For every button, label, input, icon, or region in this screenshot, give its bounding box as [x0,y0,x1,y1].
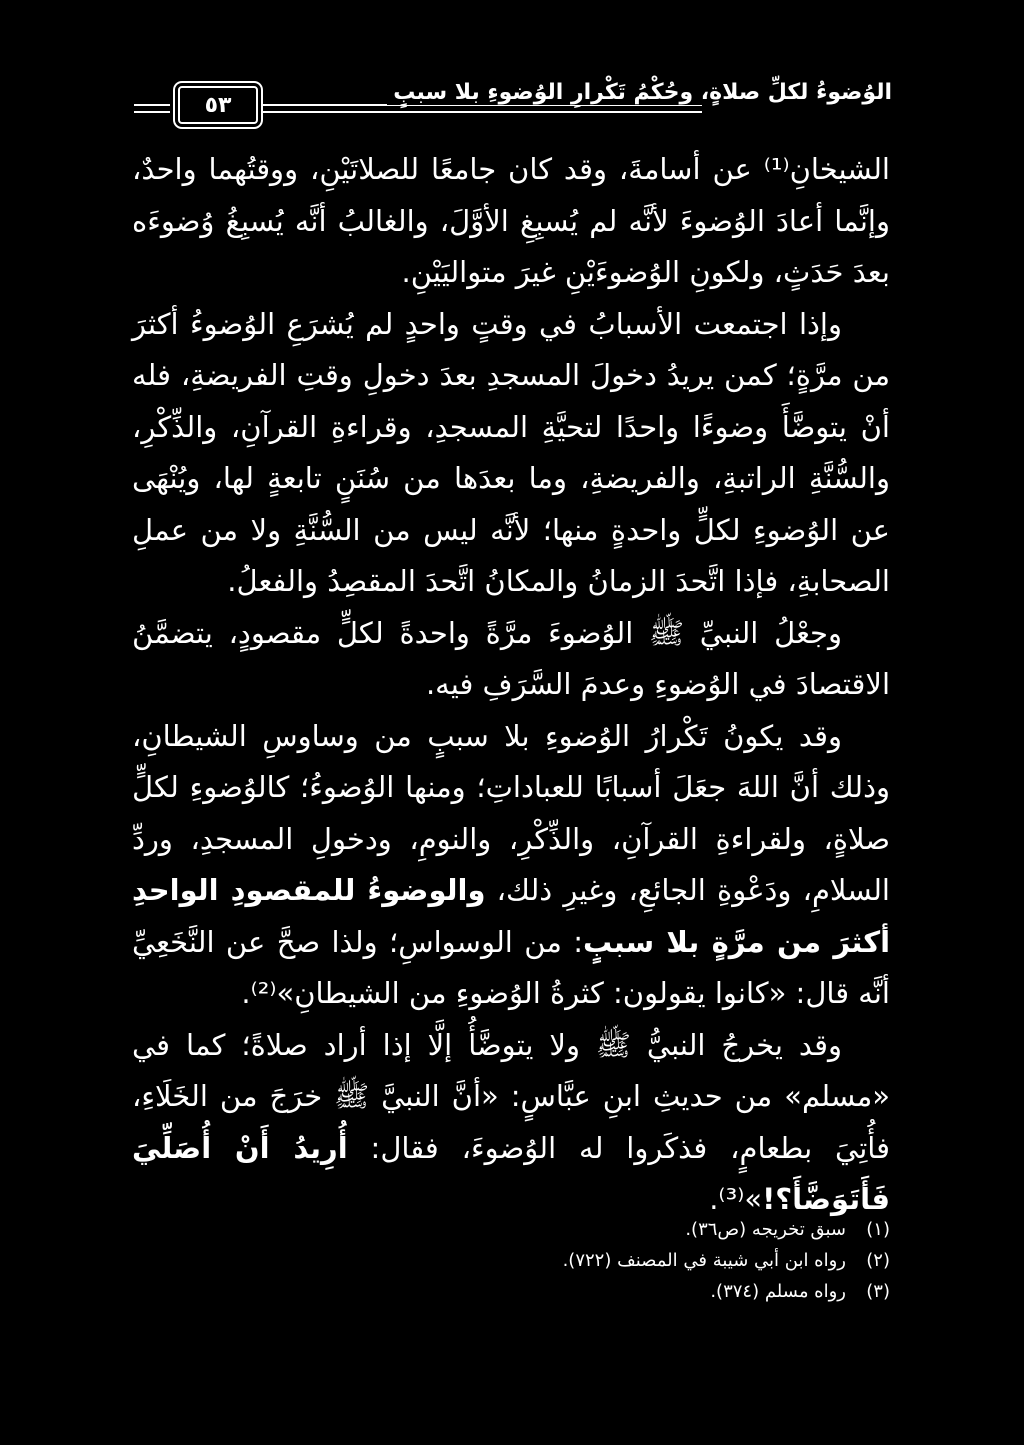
page-header [134,78,892,126]
footnote-1 [132,1214,890,1245]
footnote-2 [132,1245,890,1276]
paragraph-4-text-end: : من الوسواسِ؛ ولذا صحَّ عن النَّخَعِيِّ أنَّه قال: «كانوا يقولون: كثرةُ الوُضوءِ من الشيطانِ»⁽²⁾. [132,924,890,1010]
paragraph-1: الشيخانِ⁽¹⁾ عن أسامةَ، وقد كان جامعًا للصلاتَيْنِ، ووقتُهما واحدٌ، وإنَّما أعادَ الوُضوءَ لأنَّه لم يُسبِغِ الأوَّلَ، والغالبُ أنَّه يُسبِغُ وُضوءَه بعدَ حَدَثٍ، ولكونِ الوُضوءَيْنِ غيرَ متواليَيْنِ. [132,152,890,289]
paragraph-2: وإذا اجتمعت الأسبابُ في وقتٍ واحدٍ لم يُشرَعِ الوُضوءُ أكثرَ من مرَّةٍ؛ كمن يريدُ دخولَ المسجدِ بعدَ دخولِ وقتِ الفريضةِ، فله أنْ يتوضَّأَ وضوءًا واحدًا لتحيَّةِ المسجدِ، وقراءةِ القرآنِ، والذِّكْرِ، والسُّنَّةِ الراتبةِ، والفريضةِ، وما بعدَها من سُنَنٍ تابعةٍ لها، ويُنْهَى عن الوُضوءِ لكلٍّ واحدةٍ منها؛ لأنَّه ليس من السُّنَّةِ ولا من عملِ الصحابةِ، فإذا اتَّحدَ الزمانُ والمكانُ اتَّحدَ المقصِدُ والفعلُ. [132,306,890,598]
paragraph-5 [132,1020,890,1226]
paragraph-3: وجعْلُ النبيِّ ﷺ الوُضوءَ مرَّةً واحدةً لكلٍّ مقصودٍ، يتضمَّنُ الاقتصادَ في الوُضوءِ وعدمَ السَّرَفِ فيه. [132,615,890,701]
footnote-3 [132,1276,890,1307]
footnote-text: سبق تخريجه (ص٣٦). [685,1219,846,1240]
footnote-number: (٢) [866,1250,890,1271]
footnotes [132,1214,890,1307]
paragraph-4-text: وقد يكونُ تَكْرارُ الوُضوءِ بلا سببٍ من وساوسِ الشيطانِ، وذلك أنَّ اللهَ جعَلَ أسبابًا للعباداتِ؛ ومنها الوُضوءُ؛ كالوُضوءِ لكلٍّ صلاةٍ، ولقراءةِ القرآنِ، والذِّكْرِ، والنومِ، ودخولِ المسجدِ، وردِّ السلامِ، ودَعْوةِ الجائعِ، وغيرِ ذلك، [132,718,890,907]
footnote-text: رواه ابن أبي شيبة في المصنف (٧٢٢). [562,1250,846,1271]
paragraph-4-bold: والوضوءُ للمقصودِ الواحدِ أكثرَ من مرَّةٍ بلا سببٍ [132,873,891,959]
paragraph-5-text-end: »⁽³⁾. [709,1182,763,1216]
page-number: ٥٣ [178,86,258,124]
running-title: الوُضوءُ لكلِّ صلاةٍ، وحُكْمُ تَكْرارِ الوُضوءِ بلا سببٍ [387,80,892,105]
paragraph-4 [132,711,890,1020]
paragraph-5-text: وقد يخرجُ النبيُّ ﷺ ولا يتوضَّأُ إلَّا إذا أراد صلاةً؛ كما في «مسلم» من حديثِ ابنِ عبَّاسٍ: «أنَّ النبيَّ ﷺ خرَجَ من الخَلَاءِ، فأُتِيَ بطعامٍ، فذكَروا له الوُضوءَ، فقال: [132,1027,890,1165]
footnote-number: (١) [866,1219,890,1240]
header-rule-left [134,104,170,113]
header-rule-middle [262,104,702,113]
hadith-quote: أُرِيدُ أَنْ أُصَلِّيَ فَأَتَوَضَّأَ؟! [132,1130,890,1216]
footnote-number: (٣) [866,1281,890,1302]
main-text [132,144,890,1226]
footnote-text: رواه مسلم (٣٧٤). [710,1281,846,1302]
